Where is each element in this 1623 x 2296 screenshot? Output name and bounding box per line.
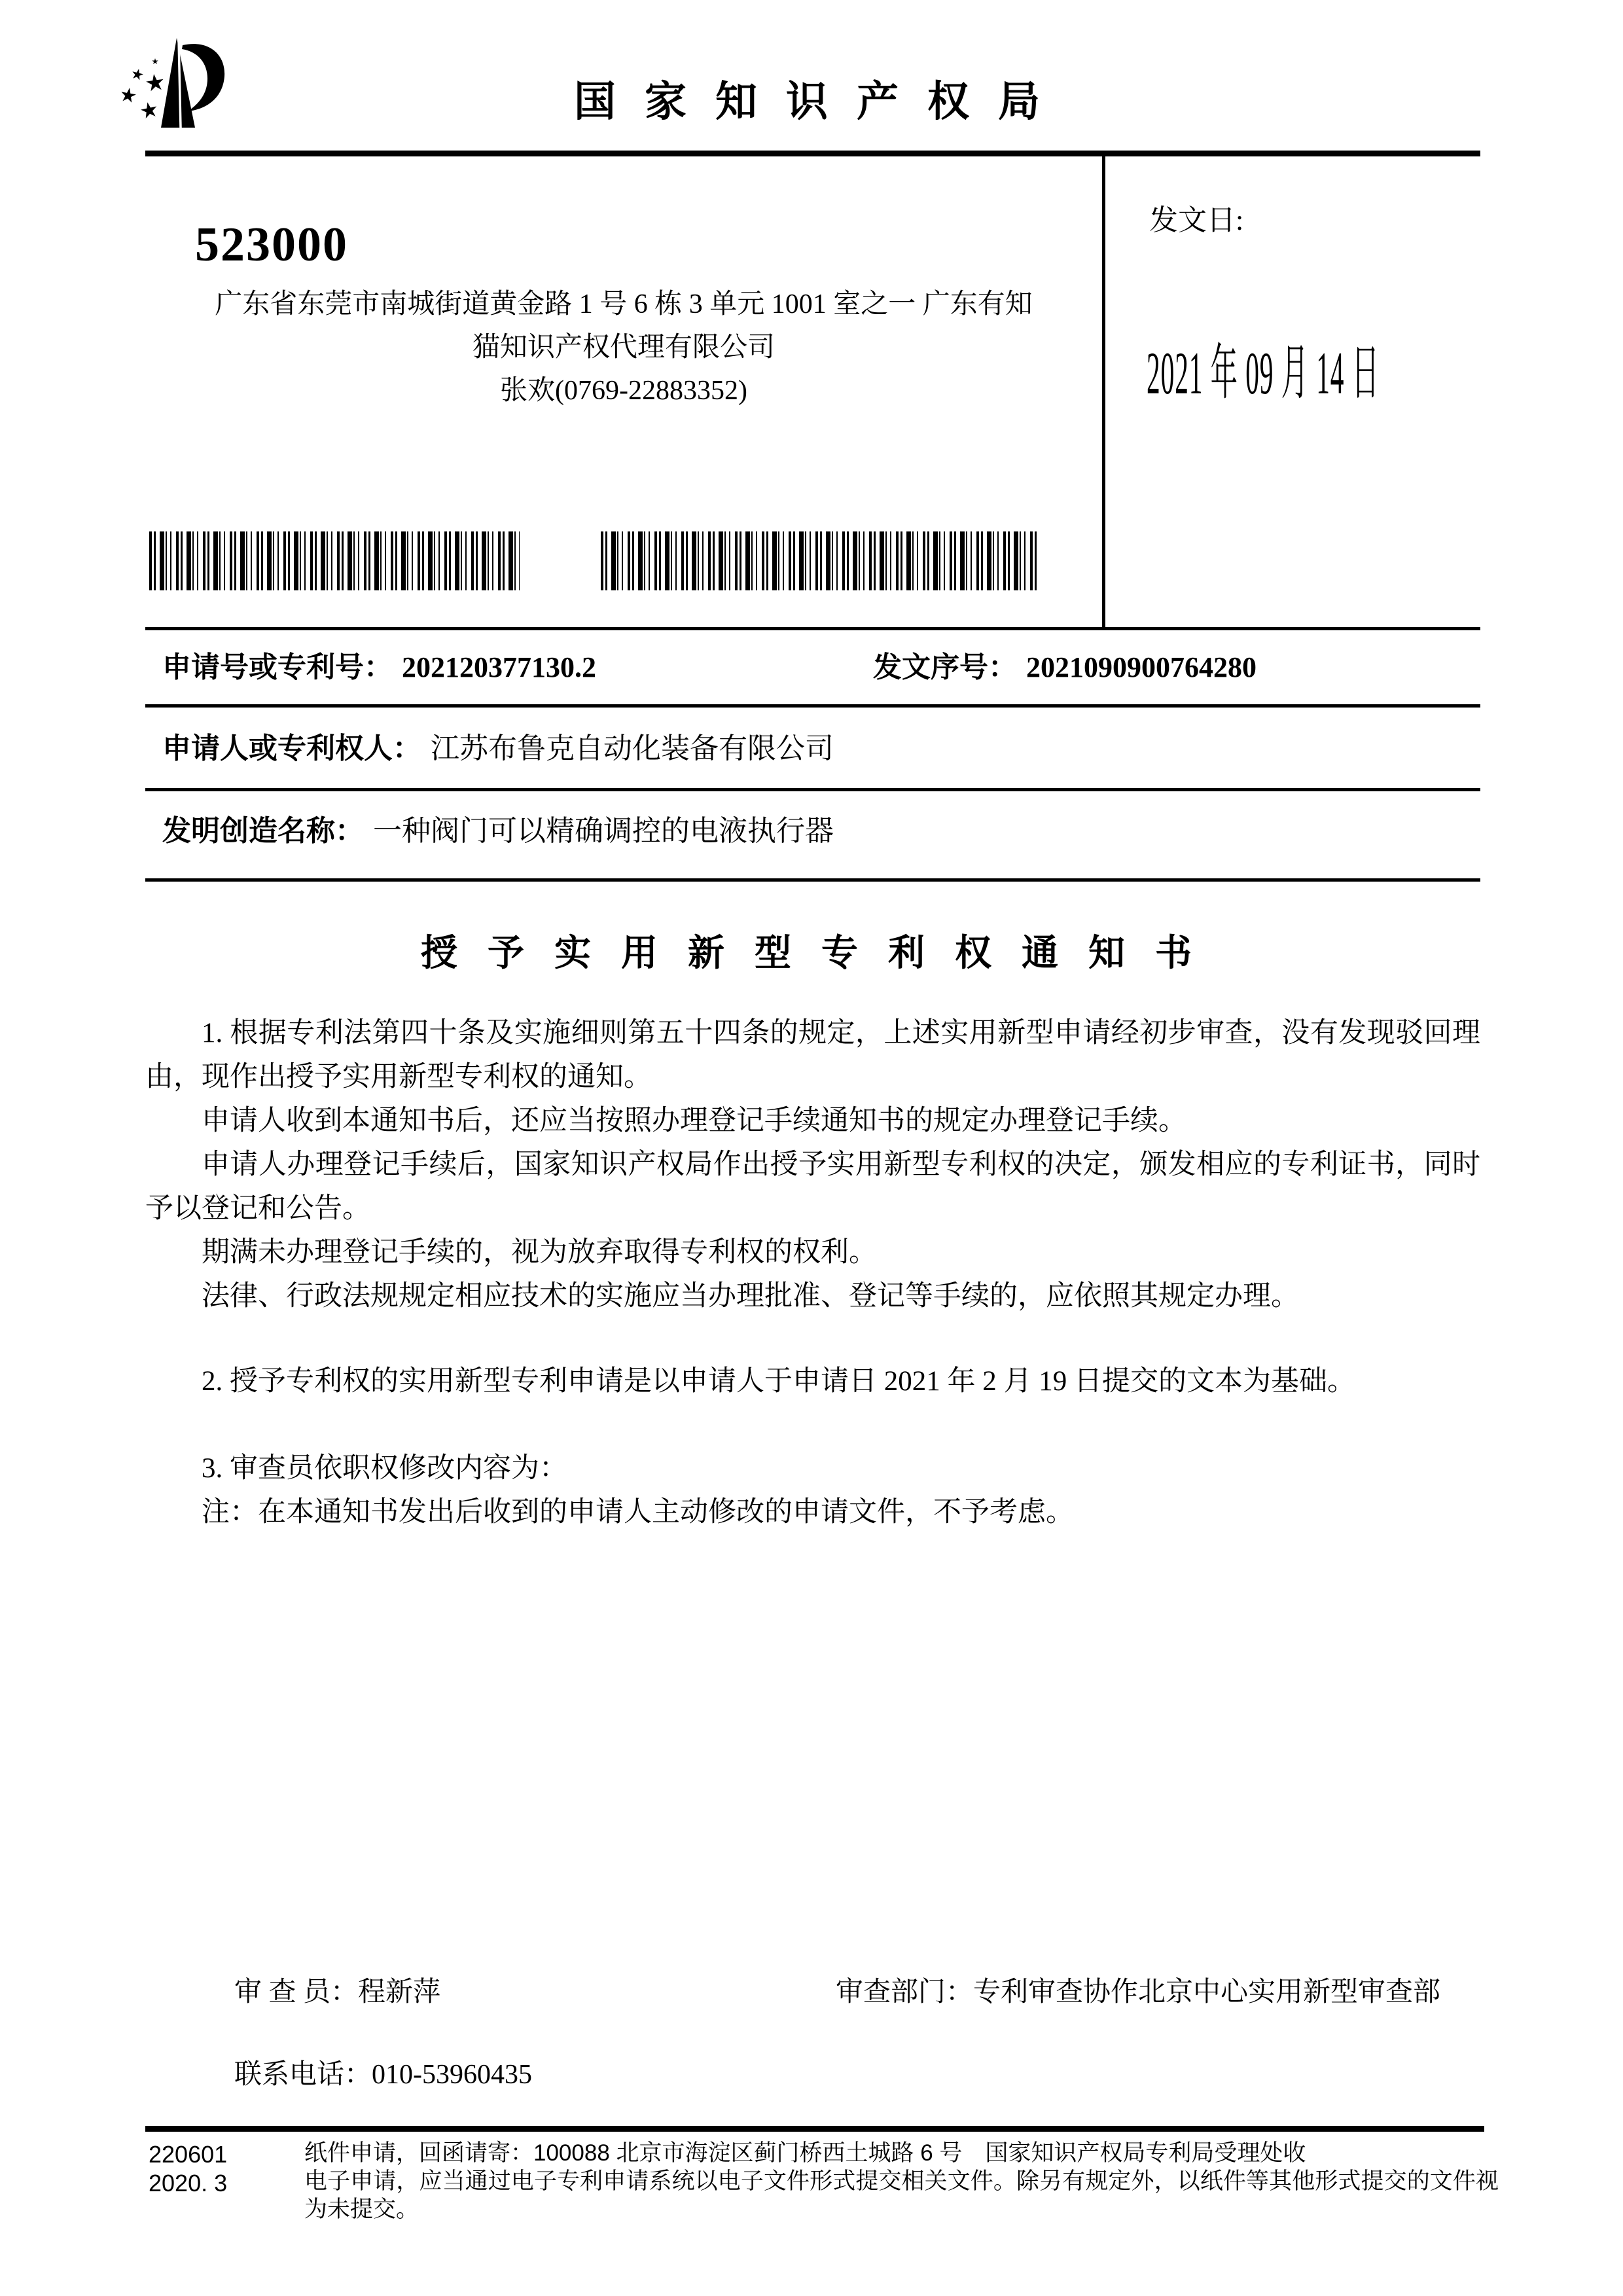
notice-paragraph-4: 期满未办理登记手续的，视为放弃取得专利权的权利。 bbox=[202, 1237, 877, 1268]
address-line-3: 张欢(0769-22883352) bbox=[500, 376, 747, 406]
dispatch-box-divider bbox=[1102, 156, 1105, 630]
notice-paragraph-1: 1. 根据专利法第四十条及实施细则第五十四条的规定，上述实用新型申请经初步审查，没有发现驳回理由，现作出授予实用新型专利权的通知。 bbox=[145, 1018, 1480, 1092]
contact-phone-field bbox=[234, 2054, 532, 2096]
application-number-row bbox=[145, 648, 1480, 687]
barcode-right-icon bbox=[601, 531, 1041, 590]
examiner-row bbox=[145, 1971, 1480, 2013]
invention-title-value: 一种阀门可以精确调控的电液执行器 bbox=[373, 815, 834, 847]
separator-rule-2 bbox=[145, 788, 1480, 791]
address-line-2: 猫知识产权代理有限公司 bbox=[472, 332, 775, 363]
separator-rule-3 bbox=[145, 878, 1480, 882]
dispatch-number-value: 2021090900764280 bbox=[1026, 651, 1257, 683]
department-label: 审查部门： bbox=[836, 1977, 974, 2007]
notice-paragraph-5: 法律、行政法规规定相应技术的实施应当办理批准、登记等手续的，应依照其规定办理。 bbox=[202, 1281, 1299, 1312]
application-number-label: 申请号或专利号： bbox=[162, 651, 393, 683]
examiner-name: 程新萍 bbox=[358, 1977, 441, 2007]
department-field bbox=[836, 1971, 1440, 2013]
agency-title: 国 家 知 识 产 权 局 bbox=[574, 79, 1049, 125]
contact-phone-number: 010-53960435 bbox=[372, 2060, 533, 2090]
form-code: 220601 bbox=[149, 2141, 228, 2168]
applicant-label: 申请人或专利权人： bbox=[162, 732, 421, 764]
form-code-block bbox=[149, 2140, 227, 2198]
examiner-label: 审 查 员： bbox=[234, 1977, 359, 2007]
examiner-field bbox=[234, 1971, 440, 2013]
dispatch-number-field bbox=[873, 648, 1257, 687]
separator-rule-1 bbox=[145, 704, 1480, 708]
footer-line-electronic: 电子申请，应当通过电子专利申请系统以电子文件形式提交相关文件。除另有规定外，以纸件等其他形式提交的文件视为未提交。 bbox=[304, 2168, 1499, 2222]
application-number-value: 202120377130.2 bbox=[402, 651, 596, 683]
contact-phone-label: 联系电话： bbox=[234, 2060, 372, 2090]
department-name: 专利审查协作北京中心实用新型审查部 bbox=[973, 1977, 1441, 2007]
header-rule bbox=[145, 151, 1480, 156]
address-box-bottom-rule bbox=[145, 627, 1480, 630]
dispatch-date-label: 发文日: bbox=[1149, 204, 1244, 236]
notice-body bbox=[145, 1011, 1480, 1534]
form-version: 2020. 3 bbox=[149, 2170, 228, 2197]
applicant-value: 江苏布鲁克自动化装备有限公司 bbox=[431, 732, 834, 764]
notice-paragraph-7: 3. 审查员依职权修改内容为： bbox=[202, 1453, 567, 1484]
application-number-field bbox=[162, 648, 596, 687]
notice-paragraph-3: 申请人办理登记手续后，国家知识产权局作出授予实用新型专利权的决定，颁发相应的专利证书，同时予以登记和公告。 bbox=[145, 1149, 1480, 1224]
notice-paragraph-8: 注：在本通知书发出后收到的申请人主动修改的申请文件，不予考虑。 bbox=[202, 1497, 1074, 1528]
dispatch-date-value: 2021 年 09 月 14 日 bbox=[1147, 340, 1380, 406]
applicant-row bbox=[162, 729, 834, 768]
invention-title-label: 发明创造名称： bbox=[162, 815, 364, 847]
notice-paragraph-6: 2. 授予专利权的实用新型专利申请是以申请人于申请日 2021 年 2 月 19 日提交的文本为基础。 bbox=[202, 1366, 1355, 1397]
footer-line-paper: 纸件申请，回函请寄：100088 北京市海淀区蓟门桥西土城路 6 号 国家知识产权局专利局受理处收 bbox=[304, 2140, 1306, 2166]
footer-rule bbox=[145, 2126, 1484, 2132]
footer-instructions bbox=[304, 2139, 1499, 2223]
notice-title: 授 予 实 用 新 型 专 利 权 通 知 书 bbox=[421, 933, 1202, 974]
invention-title-row bbox=[162, 812, 834, 851]
address-line-1: 广东省东莞市南城街道黄金路 1 号 6 栋 3 单元 1001 室之一 广东有知 bbox=[215, 289, 1033, 319]
dispatch-number-label: 发文序号： bbox=[873, 651, 1017, 683]
barcode-left-icon bbox=[149, 531, 520, 590]
notice-paragraph-2: 申请人收到本通知书后，还应当按照办理登记手续通知书的规定办理登记手续。 bbox=[202, 1105, 1186, 1136]
mailing-address bbox=[145, 283, 1102, 412]
postal-code: 523000 bbox=[195, 218, 348, 272]
